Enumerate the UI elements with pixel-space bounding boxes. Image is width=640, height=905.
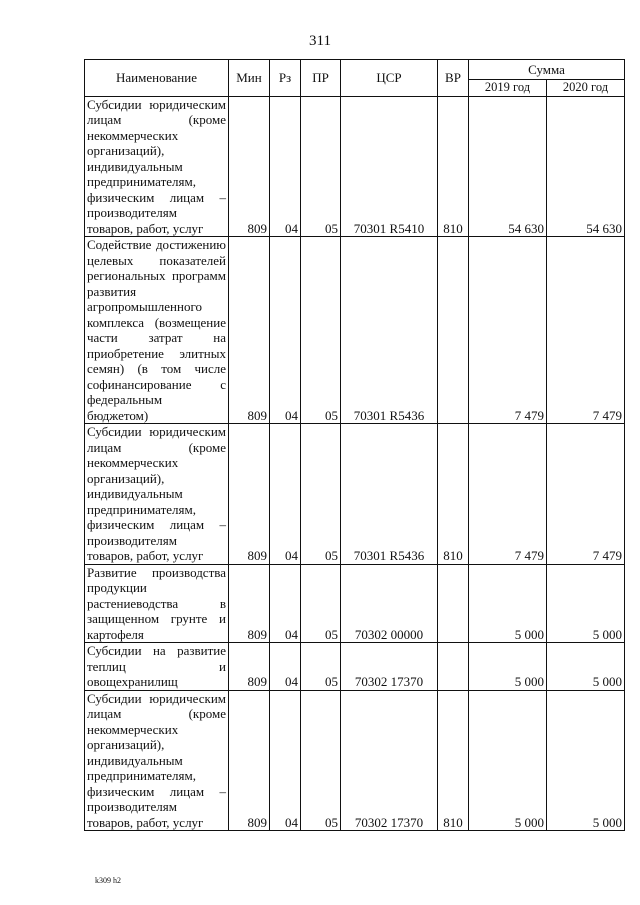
row-name: Субсидии юридическим лицам (кроме некоммерческих организаций), индивидуальным предпринимателям, физическим лицам – производителям товаров, работ, услуг (85, 96, 229, 237)
page-number: 311 (309, 33, 331, 49)
row-sum-2019: 7 479 (469, 237, 547, 424)
row-sum-2020: 7 479 (547, 237, 625, 424)
table-row (85, 424, 625, 565)
row-rz: 04 (270, 643, 301, 691)
header-csr: ЦСР (341, 60, 438, 97)
table-row (85, 564, 625, 643)
row-min: 809 (229, 564, 270, 643)
header-year-2020: 2020 год (547, 80, 625, 97)
row-csr: 70302 17370 (341, 643, 438, 691)
header-vr: ВР (438, 60, 469, 97)
row-min: 809 (229, 643, 270, 691)
row-name: Развитие производства продукции растениеводства в защищенном грунте и картофеля (85, 564, 229, 643)
row-vr: 810 (438, 424, 469, 565)
row-vr: 810 (438, 690, 469, 831)
table-row (85, 690, 625, 831)
row-name: Субсидии на развитие теплиц и овощехранилищ (85, 643, 229, 691)
row-sum-2020: 5 000 (547, 643, 625, 691)
table-row (85, 96, 625, 237)
row-rz: 04 (270, 564, 301, 643)
budget-table (84, 59, 625, 831)
row-vr (438, 237, 469, 424)
row-sum-2019: 54 630 (469, 96, 547, 237)
row-csr: 70301 R5436 (341, 237, 438, 424)
row-sum-2019: 5 000 (469, 564, 547, 643)
row-min: 809 (229, 690, 270, 831)
row-pr: 05 (301, 424, 341, 565)
row-sum-2019: 7 479 (469, 424, 547, 565)
row-sum-2020: 7 479 (547, 424, 625, 565)
row-sum-2020: 5 000 (547, 564, 625, 643)
header-name: Наименование (85, 60, 229, 97)
row-min: 809 (229, 424, 270, 565)
row-sum-2020: 54 630 (547, 96, 625, 237)
footer-code: k309 h2 (95, 876, 121, 885)
row-pr: 05 (301, 564, 341, 643)
row-sum-2020: 5 000 (547, 690, 625, 831)
header-rz: Рз (270, 60, 301, 97)
row-vr (438, 564, 469, 643)
row-csr: 70301 R5410 (341, 96, 438, 237)
row-min: 809 (229, 96, 270, 237)
row-vr: 810 (438, 96, 469, 237)
header-min: Мин (229, 60, 270, 97)
row-vr (438, 643, 469, 691)
row-min: 809 (229, 237, 270, 424)
row-csr: 70302 17370 (341, 690, 438, 831)
row-name: Субсидии юридическим лицам (кроме некоммерческих организаций), индивидуальным предпринимателям, физическим лицам – производителям товаров, работ, услуг (85, 690, 229, 831)
row-pr: 05 (301, 690, 341, 831)
header-sum: Сумма (469, 60, 625, 80)
table-row (85, 237, 625, 424)
row-sum-2019: 5 000 (469, 643, 547, 691)
row-rz: 04 (270, 690, 301, 831)
table-row (85, 643, 625, 691)
row-pr: 05 (301, 643, 341, 691)
row-rz: 04 (270, 424, 301, 565)
row-pr: 05 (301, 237, 341, 424)
row-pr: 05 (301, 96, 341, 237)
header-pr: ПР (301, 60, 341, 97)
row-rz: 04 (270, 237, 301, 424)
row-sum-2019: 5 000 (469, 690, 547, 831)
header-year-2019: 2019 год (469, 80, 547, 97)
row-csr: 70301 R5436 (341, 424, 438, 565)
row-csr: 70302 00000 (341, 564, 438, 643)
row-name: Субсидии юридическим лицам (кроме некоммерческих организаций), индивидуальным предпринимателям, физическим лицам – производителям товаров, работ, услуг (85, 424, 229, 565)
row-name: Содействие достижению целевых показателей региональных программ развития агропромышленного комплекса (возмещение части затрат на приобретение элитных семян) (в том числе софинансирование с федеральным бюджетом) (85, 237, 229, 424)
row-rz: 04 (270, 96, 301, 237)
